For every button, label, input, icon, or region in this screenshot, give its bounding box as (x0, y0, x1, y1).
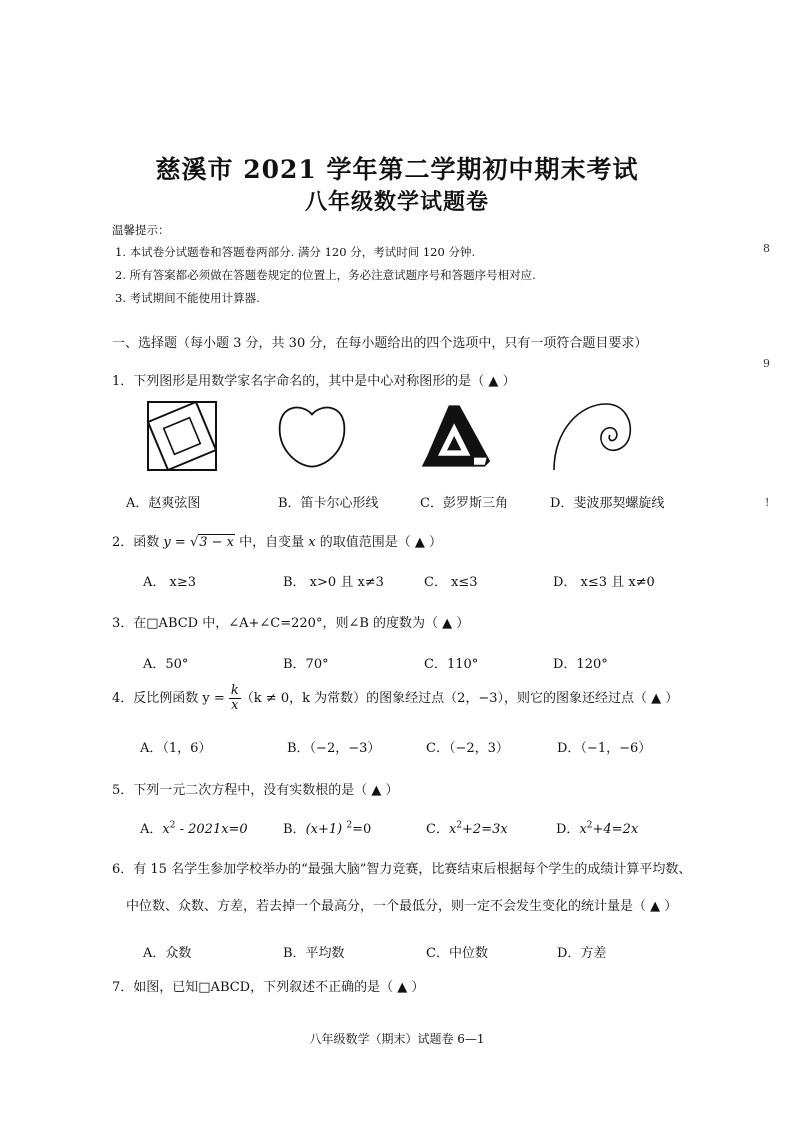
page-footer: 八年级数学（期末）试题卷 6—1 (309, 1032, 485, 1046)
margin-mark: 8 (763, 242, 770, 255)
question-2-stem: 2．函数 y = √3 − x 中，自变量 x 的取值范围是（ ▲ ） (112, 535, 443, 550)
q5-option-c[interactable]: C．$x^2+2=3x$ (426, 820, 508, 837)
exam-title: 慈溪市 2021 学年第二学期初中期末考试 (155, 155, 639, 184)
tips-heading: 温馨提示： (112, 223, 170, 237)
q1-option-d[interactable]: D．斐波那契螺旋线 (550, 496, 665, 511)
q3-option-d[interactable]: D．120° (553, 657, 608, 672)
q6-option-b[interactable]: B．平均数 (283, 946, 345, 961)
q2-option-a[interactable]: A． x≥3 (143, 575, 197, 590)
q4-option-b[interactable]: B．（−2，−3） (287, 741, 381, 756)
q5-option-b[interactable]: B．(x+1) $^2$=0 (283, 820, 372, 837)
q1-option-a[interactable]: A．赵爽弦图 (126, 496, 201, 511)
question-7-stem: 7．如图，已知□ABCD，下列叙述不正确的是（ ▲ ） (112, 980, 425, 995)
tip-item-1: 1. 本试卷分试题卷和答题卷两部分. 满分 120 分，考试时间 120 分钟. (115, 245, 476, 259)
q2-option-c[interactable]: C． x≤3 (424, 575, 478, 590)
q1-option-c[interactable]: C．彭罗斯三角 (420, 496, 508, 511)
q6-option-a[interactable]: A．众数 (143, 946, 192, 961)
q6-option-c[interactable]: C．中位数 (426, 946, 488, 961)
question-1-stem: 1．下列图形是用数学家名字命名的，其中是中心对称图形的是（ ▲ ） (112, 374, 516, 389)
fraction-k-over-x: $\frac{k}{x}$ (230, 683, 239, 713)
exam-subtitle: 八年级数学试题卷 (304, 189, 489, 215)
q2-option-b[interactable]: B． x>0 且 x≠3 (283, 575, 384, 590)
sqrt-sign: √ (189, 535, 199, 550)
q4-option-d[interactable]: D．（−1，−6） (557, 741, 652, 756)
q3-option-c[interactable]: C．110° (424, 657, 479, 672)
question-5-stem: 5．下列一元二次方程中，没有实数根的是（ ▲ ） (112, 783, 399, 798)
question-6-stem-line1: 6．有 15 名学生参加学校举办的“最强大脑”智力竞赛，比赛结束后根据每个学生的成绩计算平均数、 (112, 862, 692, 877)
margin-mark: ! (765, 496, 770, 509)
radicand: 3 − x (199, 535, 235, 550)
q3-option-a[interactable]: A．50° (143, 657, 189, 672)
fibonacci-spiral (550, 400, 634, 472)
question-3-stem: 3．在□ABCD 中，∠A+∠C=220°，则∠B 的度数为（ ▲ ） (112, 616, 470, 631)
q4-option-c[interactable]: C．（−2，3） (426, 741, 509, 756)
question-6-stem-line2: 中位数、众数、方差，若去掉一个最高分，一个最低分，则一定不会发生变化的统计量是（ ▲ ） (126, 899, 678, 914)
q6-option-d[interactable]: D．方差 (557, 946, 607, 961)
tip-item-3: 3. 考试期间不能使用计算器. (115, 291, 260, 305)
zhao-shuang-diagram (146, 400, 218, 472)
q3-option-b[interactable]: B．70° (283, 657, 329, 672)
q5-option-d[interactable]: D．$x^2+4=2x$ (556, 820, 639, 837)
cardioid-curve (276, 400, 348, 472)
penrose-triangle (420, 400, 492, 472)
question-4-stem: 4．反比例函数 y = $\frac{k}{x}$ （k ≠ 0，k 为常数）的图象经过点（2，−3），则它的图象还经过点（ ▲ ） (112, 683, 679, 713)
section-heading: 一、选择题（每小题 3 分，共 30 分，在每小题给出的四个选项中，只有一项符合题目要求） (112, 336, 648, 351)
q5-option-a[interactable]: A．$x^2 - 2021x=0$ (140, 820, 248, 837)
tip-item-2: 2. 所有答案都必须做在答题卷规定的位置上，务必注意试题序号和答题序号相对应. (115, 268, 536, 282)
margin-mark: 9 (763, 357, 770, 370)
q1-option-b[interactable]: B．笛卡尔心形线 (278, 496, 379, 511)
q4-option-a[interactable]: A．（1，6） (140, 741, 212, 756)
q2-option-d[interactable]: D． x≤3 且 x≠0 (553, 575, 655, 590)
